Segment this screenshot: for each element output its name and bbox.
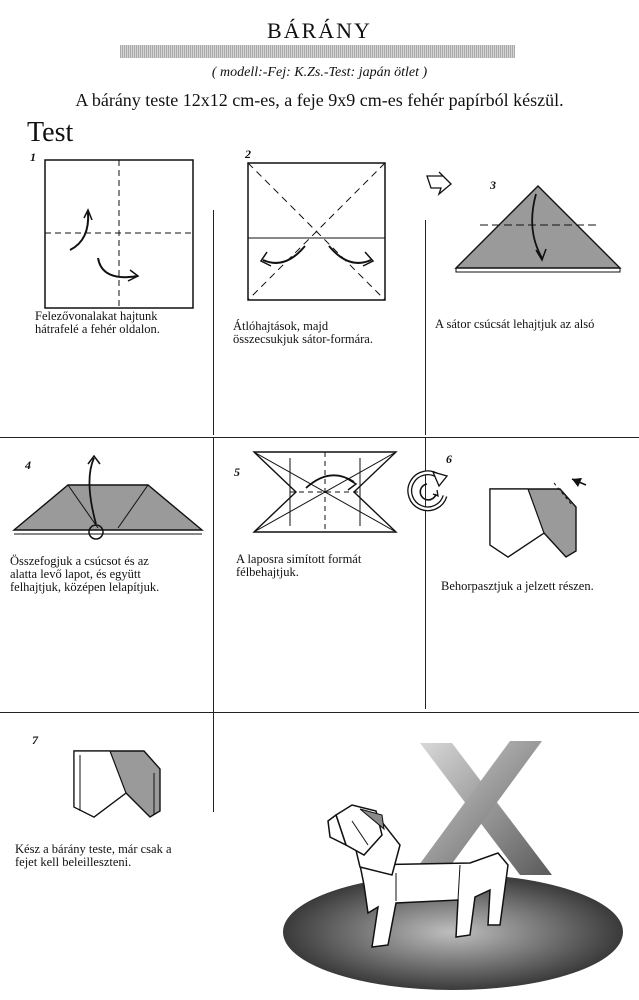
step-6-caption <box>441 580 594 593</box>
step-1-caption-line: hátrafelé a fehér oldalon. <box>35 322 160 336</box>
step-4-number: 4 <box>25 458 31 472</box>
tent-shape <box>456 186 620 268</box>
section-heading: Test <box>27 117 74 148</box>
step-7-number: 7 <box>32 733 38 747</box>
step-4-caption-line: alatta levő lapot, és együtt <box>10 567 141 581</box>
step-7-caption <box>15 843 172 869</box>
step-5-diagram <box>250 448 400 538</box>
finished-lamb-illustration <box>260 725 630 995</box>
grid-divider-h1 <box>0 437 639 438</box>
step-4-caption-line: Összefogjuk a csúcsot és az <box>10 554 149 568</box>
grid-divider-v5 <box>213 712 214 812</box>
step-3-caption-line: A sátor csúcsát lehajtjuk az alsó <box>435 317 595 331</box>
step-7-caption-line: fejet kell beleilleszteni. <box>15 855 132 869</box>
grid-divider-h2 <box>0 712 639 713</box>
step-1-caption <box>35 310 160 336</box>
step-3-caption <box>435 318 594 331</box>
page-title: BÁRÁNY <box>267 18 372 43</box>
rotate-icon <box>405 466 455 516</box>
model-credit: ( modell:-Fej: K.Zs.-Test: japán ötlet ) <box>211 65 428 80</box>
step-5-caption <box>236 553 361 579</box>
step-1-number: 1 <box>30 150 36 164</box>
step-5-number: 5 <box>234 465 240 479</box>
step-2-caption <box>233 320 373 346</box>
step-4-caption <box>10 555 159 594</box>
step-5-caption-line: A laposra simított formát <box>236 552 362 566</box>
step-2-diagram <box>245 160 390 305</box>
step-7-caption-line: Kész a bárány teste, már csak a <box>15 842 172 856</box>
grid-divider-v3 <box>213 437 214 712</box>
intro-text: A bárány teste 12x12 cm-es, a feje 9x9 cm-es fehér papírból készül. <box>75 90 564 110</box>
step-6-number: 6 <box>446 452 452 466</box>
step-3-number: 3 <box>490 178 496 192</box>
step-6-diagram <box>488 475 598 565</box>
step-5-caption-line: félbehajtjuk. <box>236 565 299 579</box>
step-4-diagram <box>8 450 208 550</box>
step-1-diagram <box>40 160 200 320</box>
step-4-caption-line: felhajtjuk, középen lelapítjuk. <box>10 580 160 594</box>
grid-divider-v1 <box>213 210 214 435</box>
step-2-number: 2 <box>245 147 251 161</box>
step-3-diagram <box>450 180 630 280</box>
step-6-caption-line: Behorpasztjuk a jelzett részen. <box>441 579 594 593</box>
folded-shape <box>14 485 202 530</box>
step-2-caption-line: összecsukjuk sátor-formára. <box>233 332 373 346</box>
step-2-caption-line: Átlóhajtások, majd <box>233 319 329 333</box>
step-1-caption-line: Felezővonalakat hajtunk <box>35 309 158 323</box>
title-underline-bar <box>120 45 515 58</box>
step-7-diagram <box>70 745 165 825</box>
grid-divider-v2 <box>425 220 426 435</box>
